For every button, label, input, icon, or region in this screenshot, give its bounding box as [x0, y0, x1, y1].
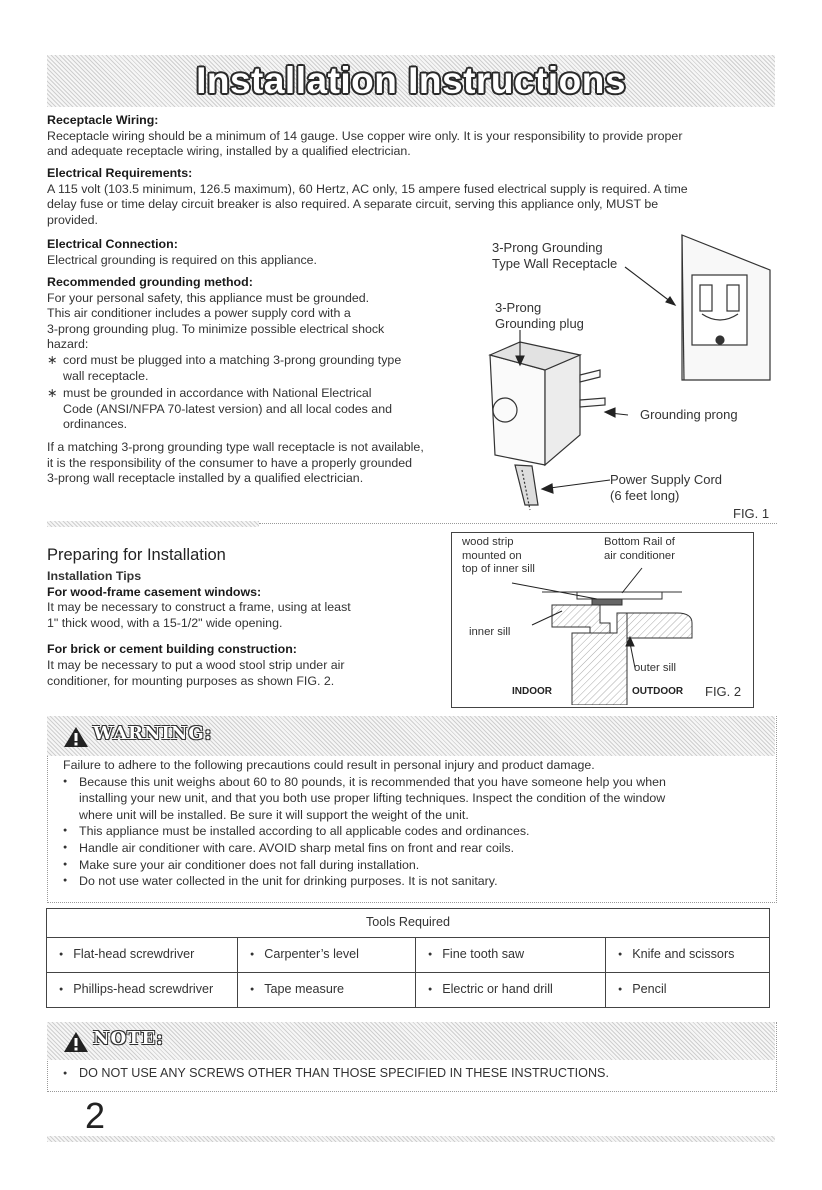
- grounding-bullet: [47, 353, 472, 384]
- page-title: Installation Instructions: [196, 60, 626, 101]
- bullet-icon: ●: [618, 951, 623, 959]
- plug-label: [495, 300, 584, 331]
- tool-name: Fine tooth saw: [442, 947, 525, 962]
- grounding-after: If a matching 3-prong grounding type wall receptacle is not available,: [47, 439, 424, 454]
- tool-name: Electric or hand drill: [442, 982, 553, 997]
- indoor-label: INDOOR: [512, 686, 552, 697]
- warning-content: [63, 757, 773, 890]
- tool-name: Tape measure: [264, 982, 345, 997]
- label-line: (6 feet long): [610, 487, 680, 503]
- bullet-text: wall receptacle.: [63, 368, 149, 383]
- grounding-plug-drawing: [490, 342, 605, 510]
- note-title: NOTE:: [93, 1028, 164, 1049]
- grounding-line: This air conditioner includes a power supply cord with a: [47, 306, 351, 321]
- bullet-icon: ●: [250, 951, 255, 959]
- installation-tips-heading: Installation Tips: [47, 569, 142, 583]
- asterisk-bullet-icon: ∗: [47, 386, 58, 401]
- bullet-text: ordinances.: [63, 417, 128, 432]
- wood-frame-heading: For wood-frame casement windows:: [47, 584, 262, 599]
- electrical-connection-text: Electrical grounding is required on this appliance.: [47, 252, 317, 267]
- fig2-caption: FIG. 2: [705, 684, 742, 699]
- receptacle-wiring-text: and adequate receptacle wiring, installed by a qualified electrician.: [47, 144, 411, 159]
- warning-triangle-icon: [63, 1031, 89, 1053]
- label-line: 3-Prong Grounding: [492, 240, 603, 255]
- warning-bullet: ● Make sure your air conditioner does not fall during installation.: [49, 857, 773, 874]
- electrical-connection-heading: Electrical Connection:: [47, 237, 178, 251]
- header-banner: [47, 55, 775, 107]
- note-text: ● DO NOT USE ANY SCREWS OTHER THAN THOSE SPECIFIED IN THESE INSTRUCTIONS.: [49, 1066, 799, 1082]
- footer-bar: [47, 1136, 775, 1142]
- label-line: Grounding plug: [495, 315, 584, 331]
- tool-name: Knife and scissors: [632, 947, 735, 962]
- tool-name: Phillips-head screwdriver: [73, 982, 214, 997]
- power-cord-label: [610, 472, 722, 503]
- label-line: Power Supply Cord: [610, 472, 722, 487]
- label-line: mounted on: [462, 549, 522, 562]
- bullet-icon: ●: [428, 951, 433, 959]
- tool-cell: [238, 938, 416, 973]
- tool-cell: [416, 973, 606, 1008]
- grounding-line: 3-prong grounding plug. To minimize possible electrical shock: [47, 321, 385, 336]
- wood-frame-line: 1" thick wood, with a 15-1/2" wide opening.: [47, 615, 283, 630]
- tool-name: Pencil: [632, 982, 667, 997]
- bullet-icon: ●: [59, 951, 64, 959]
- table-row: [47, 909, 770, 938]
- receptacle-wiring-heading: Receptacle Wiring:: [47, 113, 159, 127]
- warning-header: [47, 716, 775, 756]
- brick-line: conditioner, for mounting purposes as shown FIG. 2.: [47, 673, 335, 688]
- grounding-bullet: [47, 386, 472, 433]
- grounding-after: it is the responsibility of the consumer to have a properly grounded: [47, 455, 413, 470]
- electrical-requirements-line: provided.: [47, 212, 98, 227]
- label-line: Bottom Rail of: [604, 536, 675, 548]
- label-line: air conditioner: [604, 549, 675, 562]
- tool-cell: [606, 973, 770, 1008]
- grounding-section: [47, 275, 472, 487]
- table-row: [47, 938, 770, 973]
- receptacle-label: [492, 240, 617, 271]
- bullet-text: installing your new unit, and that you both use proper lifting techniques. Inspect the condition of the window: [79, 791, 666, 806]
- tool-name: Flat-head screwdriver: [73, 947, 195, 962]
- grounding-line: hazard:: [47, 337, 89, 352]
- fig1-caption: FIG. 1: [733, 506, 770, 521]
- brick-heading: For brick or cement building construction:: [47, 642, 297, 657]
- warning-intro: Failure to adhere to the following precautions could result in personal injury and product damage.: [63, 758, 595, 772]
- bottom-rail-label: [604, 536, 675, 563]
- bullet-icon: ●: [59, 986, 64, 994]
- warning-bullet: ● Handle air conditioner with care. AVOID sharp metal fins on front and rear coils.: [49, 840, 773, 857]
- electrical-requirements-section: [47, 166, 777, 228]
- electrical-requirements-line: delay fuse or time delay circuit breaker is also required. A separate circuit, serving this appliance only, MUST be: [47, 197, 659, 212]
- tools-table: [46, 908, 770, 1008]
- warning-bullet: ● Do not use water collected in the unit for drinking purposes. It is not sanitary.: [49, 873, 773, 890]
- label-line: 3-Prong: [495, 300, 542, 315]
- grounding-prong-label: Grounding prong: [640, 407, 738, 422]
- electrical-requirements-heading: Electrical Requirements:: [47, 166, 193, 180]
- electrical-requirements-line: A 115 volt (103.5 minimum, 126.5 maximum), 60 Hertz, AC only, 15 ampere fused electrical supply is required. A time: [47, 181, 688, 196]
- bullet-text: must be grounded in accordance with National Electrical: [63, 386, 372, 401]
- receptacle-wiring-section: [47, 113, 777, 160]
- tool-cell: [606, 938, 770, 973]
- label-line: wood strip: [462, 536, 514, 548]
- bullet-icon: ●: [250, 986, 255, 994]
- preparing-title: Preparing for Installation: [47, 546, 226, 564]
- bullet-icon: ●: [618, 986, 623, 994]
- section-divider: [47, 521, 259, 527]
- wood-strip-label: [462, 536, 535, 577]
- grounding-line: For your personal safety, this appliance must be grounded.: [47, 290, 370, 305]
- tools-header: Tools Required: [47, 909, 770, 938]
- section-divider-line: [259, 523, 777, 524]
- warning-bullet: [49, 774, 773, 824]
- outdoor-label: OUTDOOR: [632, 686, 684, 697]
- asterisk-bullet-icon: ∗: [47, 352, 58, 367]
- bullet-text: ● Because this unit weighs about 60 to 80 pounds, it is recommended that you have someone help you when: [79, 774, 666, 789]
- warning-bullet: ● This appliance must be installed according to all applicable codes and ordinances.: [49, 823, 773, 840]
- warning-title: WARNING:: [93, 723, 213, 744]
- bullet-icon: ●: [428, 986, 433, 994]
- electrical-connection-section: [47, 237, 467, 268]
- inner-sill-label: inner sill: [469, 626, 511, 638]
- note-header: [47, 1022, 775, 1060]
- wall-receptacle-drawing: [682, 235, 770, 380]
- warning-triangle-icon: [63, 726, 89, 748]
- outer-sill-label: outer sill: [634, 662, 677, 674]
- bullet-text: cord must be plugged into a matching 3-prong grounding type: [63, 352, 402, 367]
- bullet-text: where unit will be installed. Be sure it will support the weight of the unit.: [79, 807, 469, 822]
- tool-cell: [238, 973, 416, 1008]
- table-row: [47, 973, 770, 1008]
- wood-frame-line: It may be necessary to construct a frame, using at least: [47, 600, 351, 615]
- tool-name: Carpenter’s level: [264, 947, 359, 962]
- label-line: top of inner sill: [462, 563, 535, 575]
- receptacle-wiring-text: Receptacle wiring should be a minimum of 14 gauge. Use copper wire only. It is your responsibility to provide proper: [47, 128, 683, 143]
- bullet-text: Code (ANSI/NFPA 70-latest version) and all local codes and: [63, 401, 392, 416]
- preparing-section: [47, 544, 447, 689]
- label-line: Type Wall Receptacle: [492, 255, 618, 271]
- grounding-heading: Recommended grounding method:: [47, 275, 253, 289]
- tool-cell: [47, 973, 238, 1008]
- tool-cell: [47, 938, 238, 973]
- grounding-after: 3-prong wall receptacle installed by a qualified electrician.: [47, 471, 364, 486]
- tool-cell: [416, 938, 606, 973]
- page-number: 2: [85, 1095, 106, 1136]
- brick-line: It may be necessary to put a wood stool strip under air: [47, 657, 345, 672]
